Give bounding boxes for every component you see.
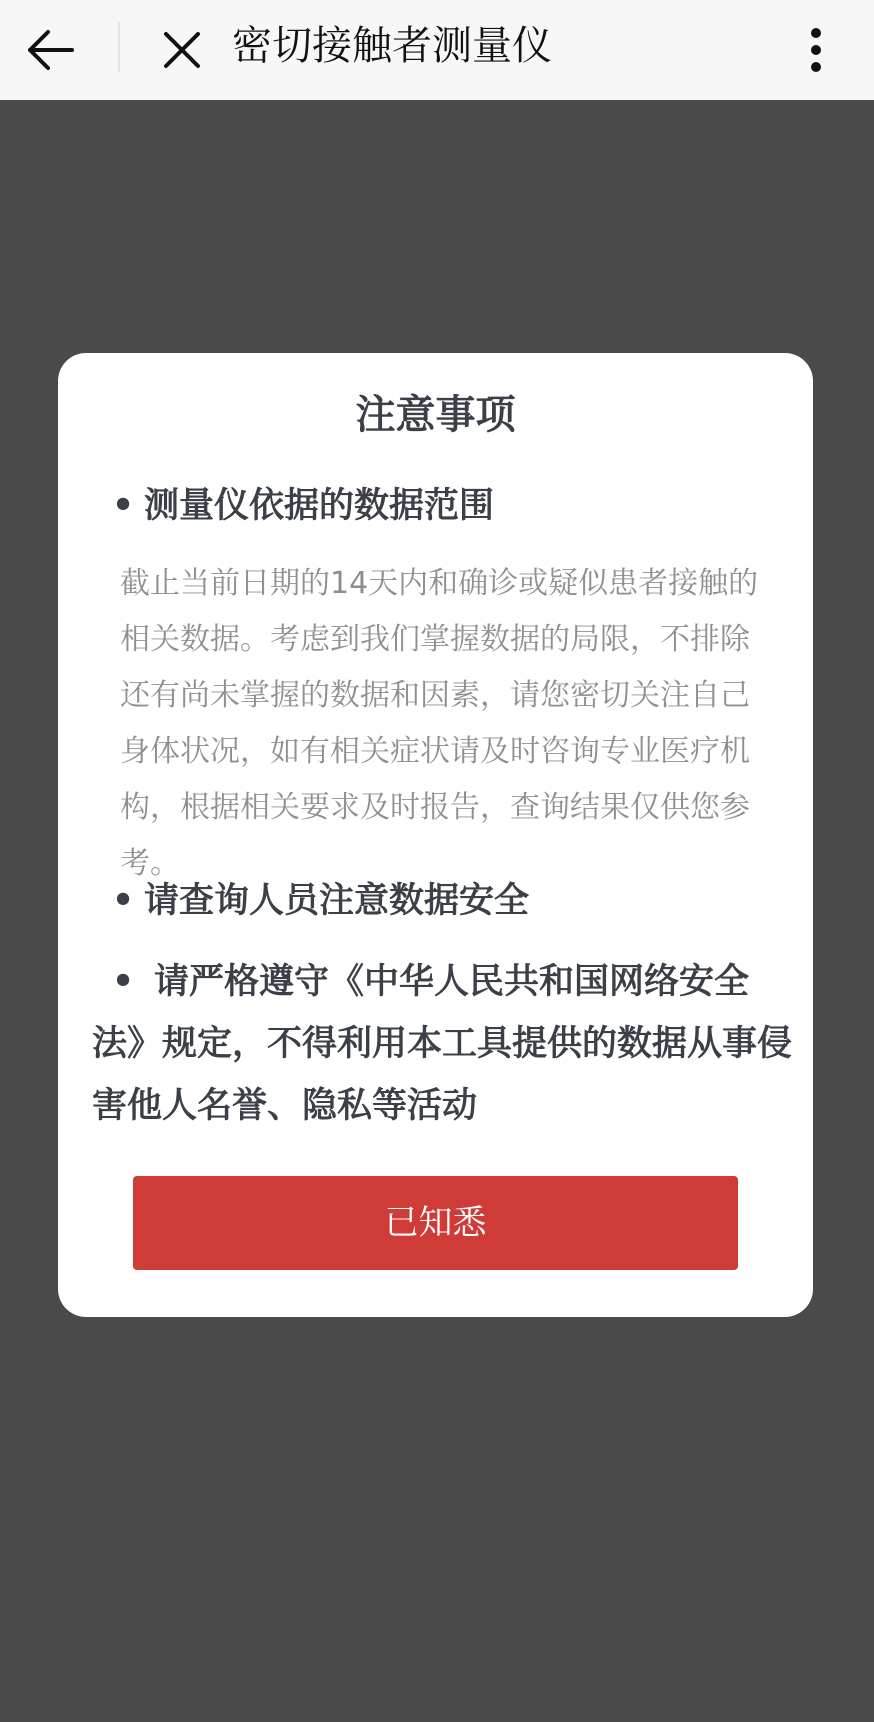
notice-item-heading: 请查询人员注意数据安全: [144, 881, 530, 921]
notice-item-heading: 请严格遵守《中华人民共和国网络安全法》规定，不得利用本工具提供的数据从事侵害他人名誉、隐私等活动: [92, 962, 793, 1126]
notice-item-data-security: [102, 873, 529, 923]
back-button[interactable]: [18, 18, 82, 82]
dialog-title: 注意事项: [355, 392, 516, 438]
header-divider: [118, 22, 120, 72]
more-vertical-icon: [806, 25, 826, 75]
close-icon: [160, 28, 204, 72]
notice-dialog: [58, 353, 813, 1317]
back-arrow-icon: [24, 24, 76, 76]
page-title: 密切接触者测量仪: [232, 23, 552, 69]
notice-item-heading: 测量仪依据的数据范围: [144, 486, 495, 526]
bullet-icon: •: [111, 962, 135, 1002]
bullet-icon: •: [111, 881, 135, 921]
acknowledge-button[interactable]: 已知悉: [133, 1176, 738, 1270]
close-button[interactable]: [150, 18, 214, 82]
notice-item-body: 截止当前日期的14天内和确诊或疑似患者接触的相关数据。考虑到我们掌握数据的局限，不排除还有尚未掌握的数据和因素，请您密切关注自己身体状况，如有相关症状请及时咨询专业医疗机构，根据相关要求及时报告，查询结果仅供您参考。: [120, 566, 759, 881]
bullet-icon: •: [111, 486, 135, 526]
notice-item-data-scope: [102, 478, 494, 528]
notice-item-cybersecurity-law: [92, 951, 792, 1137]
top-navigation-bar: [0, 0, 874, 100]
more-options-button[interactable]: [780, 18, 852, 82]
